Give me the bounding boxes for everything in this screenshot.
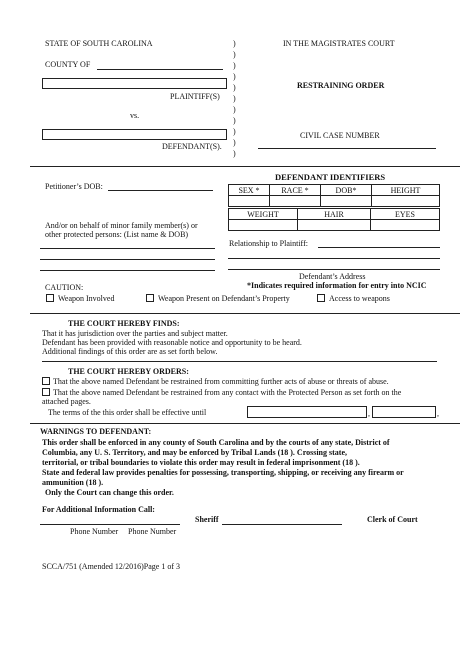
phone-label-sheriff: Phone Number <box>70 527 119 536</box>
plaintiff-field[interactable] <box>42 78 227 89</box>
comma: , <box>368 409 370 418</box>
warnings-heading: WARNINGS TO DEFENDANT: <box>40 427 152 436</box>
address-label: Defendant’s Address <box>299 272 366 281</box>
identifiers-table-top <box>228 184 440 207</box>
order-restrain-abuse-checkbox[interactable] <box>42 377 50 385</box>
hair-field[interactable] <box>298 220 371 231</box>
warning-line: Only the Court can change this order. <box>45 488 174 497</box>
eyes-field[interactable] <box>371 220 440 231</box>
eyes-header: EYES <box>371 209 440 220</box>
minor-label-line2: other protected persons: (List name & DOB) <box>45 230 189 239</box>
weapon-involved-label: Weapon Involved <box>58 294 115 303</box>
address-field-2[interactable] <box>228 269 440 270</box>
state-label: STATE OF SOUTH CAROLINA <box>45 39 153 48</box>
minor-field-3[interactable] <box>40 270 215 271</box>
phone-label-clerk: Phone Number <box>128 527 177 536</box>
finding-line: That it has jurisdiction over the parties and subject matter. <box>42 329 228 338</box>
finding-line: Defendant has been provided with reasonable notice and opportunity to be heard. <box>42 338 302 347</box>
ncic-note: *Indicates required information for entry into NCIC <box>247 281 427 290</box>
weapon-present-label: Weapon Present on Defendant’s Property <box>158 294 290 303</box>
order-title: RESTRAINING ORDER <box>297 81 385 90</box>
defendant-label: DEFENDANT(S). <box>162 142 222 151</box>
terms-label: The terms of the this order shall be effective until <box>48 408 207 417</box>
orders-heading: THE COURT HEREBY ORDERS: <box>68 367 189 376</box>
access-to-weapons-checkbox[interactable] <box>317 294 325 302</box>
relationship-label: Relationship to Plaintiff: <box>229 239 308 248</box>
petitioner-dob-field[interactable] <box>108 190 213 191</box>
weapon-present-checkbox[interactable] <box>146 294 154 302</box>
order-restrain-abuse-label: That the above named Defendant be restrained from committing further acts of abuse or threats of abuse. <box>53 377 389 386</box>
sex-header: SEX * <box>229 185 270 196</box>
finding-line: Additional findings of this order are as set forth below. <box>42 347 218 356</box>
order-no-contact-label: That the above named Defendant be restrained from any contact with the Protected Person as set forth on the <box>53 388 402 397</box>
warning-line: territorial, or tribal boundaries to violate this order may result in federal imprisonment (18 ). <box>42 458 360 467</box>
race-field[interactable] <box>270 196 321 207</box>
additional-info-label: For Additional Information Call: <box>42 505 155 514</box>
case-number-field[interactable] <box>258 148 436 149</box>
minor-field-1[interactable] <box>40 248 215 249</box>
sex-field[interactable] <box>229 196 270 207</box>
minor-field-2[interactable] <box>40 259 215 260</box>
caution-label: CAUTION: <box>45 283 84 292</box>
order-no-contact-label-cont: attached pages. <box>42 397 91 406</box>
order-no-contact-checkbox[interactable] <box>42 388 50 396</box>
sheriff-label: Sheriff <box>195 515 219 524</box>
county-field[interactable] <box>97 69 223 70</box>
case-number-label: CIVIL CASE NUMBER <box>300 131 380 140</box>
county-label: COUNTY OF <box>45 60 91 69</box>
defendant-field[interactable] <box>42 129 227 140</box>
warning-line: ammunition (18 ). <box>42 478 104 487</box>
form-id: SCCA/751 (Amended 12/2016)Page 1 of 3 <box>42 562 180 571</box>
warning-line: State and federal law provides penalties for possessing, transporting, shipping, or receiving any firearm or <box>42 468 404 477</box>
height-field[interactable] <box>372 196 440 207</box>
hair-header: HAIR <box>298 209 371 220</box>
access-to-weapons-label: Access to weapons <box>329 294 390 303</box>
relationship-field[interactable] <box>318 247 440 248</box>
effective-until-date-field[interactable] <box>247 406 367 418</box>
plaintiff-label: PLAINTIFF(S) <box>170 92 220 101</box>
identifiers-table-bottom <box>228 208 440 231</box>
clerk-field[interactable] <box>222 524 342 525</box>
vs-label: vs. <box>130 111 140 120</box>
weight-header: WEIGHT <box>229 209 298 220</box>
effective-until-year-field[interactable] <box>372 406 436 418</box>
dob-header: DOB* <box>321 185 372 196</box>
clerk-label: Clerk of Court <box>367 515 418 524</box>
court-label: IN THE MAGISTRATES COURT <box>283 39 395 48</box>
sheriff-field[interactable] <box>40 524 180 525</box>
findings-heading: THE COURT HEREBY FINDS: <box>68 319 180 328</box>
race-header: RACE * <box>270 185 321 196</box>
divider <box>30 423 460 424</box>
divider <box>30 166 460 167</box>
warning-line: This order shall be enforced in any county of South Carolina and by the courts of any state, District of <box>42 438 390 447</box>
dob-field[interactable] <box>321 196 372 207</box>
warning-line: Columbia, any U. S. Territory, and may be enforced by Tribal Lands (18 ). Crossing state, <box>42 448 347 457</box>
height-header: HEIGHT <box>372 185 440 196</box>
address-field-1[interactable] <box>228 258 440 259</box>
identifiers-heading: DEFENDANT IDENTIFIERS <box>275 172 386 182</box>
petitioner-dob-label: Petitioner’s DOB: <box>45 182 103 191</box>
findings-field-1[interactable] <box>42 361 437 362</box>
weapon-involved-checkbox[interactable] <box>46 294 54 302</box>
minor-label-line1: And/or on behalf of minor family member(s) or <box>45 221 198 230</box>
divider <box>30 313 460 314</box>
comma: , <box>437 409 439 418</box>
weight-field[interactable] <box>229 220 298 231</box>
